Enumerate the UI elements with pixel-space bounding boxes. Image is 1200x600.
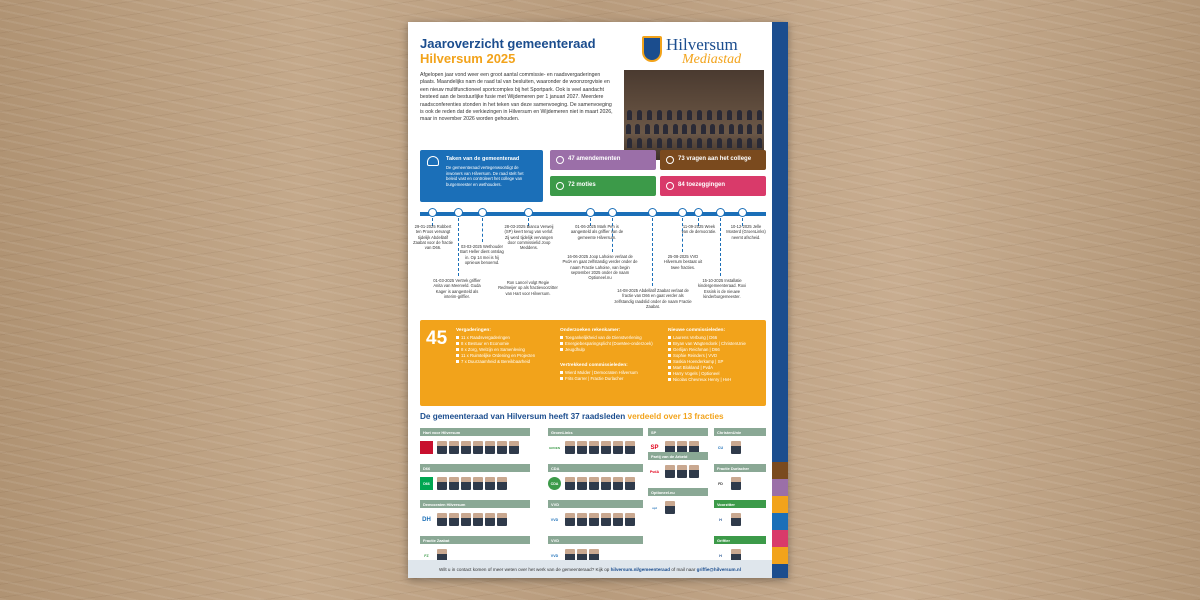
stat-toezeggingen: 84 toezeggingen xyxy=(660,176,766,196)
list-item: Frits Garrer | Fractie Durlacher xyxy=(560,376,660,382)
logo-line2: Mediastad xyxy=(682,52,742,67)
party-logo: GROEN xyxy=(548,445,560,450)
member-photo xyxy=(677,465,687,478)
hilversum-logo xyxy=(642,36,762,70)
party-header: VVD xyxy=(548,500,643,508)
member-photo xyxy=(577,477,587,490)
leaving-members-heading: Vertrekkend commissieleden: xyxy=(560,363,628,368)
list-item: Nicolas Chevreux Henry | HvH xyxy=(668,377,764,383)
party-logo: CDA xyxy=(548,477,561,490)
research-heading: Onderzoeken rekenkamer: xyxy=(560,328,621,333)
website-link[interactable]: hilversum.nl/gemeenteraad xyxy=(610,567,671,572)
timeline-dot xyxy=(524,208,533,217)
timeline-event: 15-10-2025 Installatie kindergemeenteraad. Roxi Essink is de nieuwe kinderburgemeester. xyxy=(697,278,746,299)
party-pvda xyxy=(648,452,708,478)
timeline-connector xyxy=(720,218,721,276)
party-d66 xyxy=(420,464,530,490)
member-photo xyxy=(589,513,599,526)
timeline-event: 25-08-2025 VVD Hilversum bestaat uit twee fracties. xyxy=(663,254,703,270)
amendment-icon xyxy=(556,156,564,164)
party-hart-voor-hilversum xyxy=(420,428,530,454)
party-logo: SP xyxy=(650,444,659,451)
member-photo xyxy=(613,477,623,490)
member-photo xyxy=(565,513,575,526)
member-photo xyxy=(437,477,447,490)
party-header: CDA xyxy=(548,464,643,472)
people-icon xyxy=(427,156,439,166)
motion-icon xyxy=(556,182,564,190)
party-optioneel xyxy=(648,488,708,514)
list-item: 7 x Duurzaamheid & Bereikbaarheid xyxy=(456,359,556,365)
member-photo xyxy=(461,477,471,490)
party-logo: D66 xyxy=(420,477,433,490)
party-logo: VVD xyxy=(550,517,559,522)
timeline-dot xyxy=(648,208,657,217)
timeline-dot xyxy=(454,208,463,217)
timeline-event: 14-08-2025 Abdellatif Zaabat verlaat de fractie van D66 en gaat verder als zelfstandig raadslid onder de naam Fractie Zaabat. xyxy=(614,288,692,309)
council-photo xyxy=(624,70,764,160)
member-photo xyxy=(437,513,447,526)
shield-icon xyxy=(642,36,662,62)
member-photo xyxy=(625,441,635,454)
sidebar-stripe-pink xyxy=(772,530,788,547)
member-photo xyxy=(731,477,741,490)
party-sp xyxy=(648,428,708,454)
party-logo: PvdA xyxy=(649,469,660,474)
party-christenunie xyxy=(714,428,766,454)
party-header: D66 xyxy=(420,464,530,472)
meetings-panel xyxy=(420,320,766,406)
timeline-dot xyxy=(586,208,595,217)
tasks-box xyxy=(420,150,543,202)
member-photo xyxy=(449,513,459,526)
timeline-dot xyxy=(716,208,725,217)
timeline-event: 28-03-2025 Bianca Verweij (SP) keert terug van verlof. Zij werd tijdelijk vervangen door commissielid Joop Meddens. xyxy=(504,224,554,251)
member-photo xyxy=(565,441,575,454)
party-header: SP xyxy=(648,428,708,436)
party-header: Voorzitter xyxy=(714,500,766,508)
logo-line1: Hilversum xyxy=(666,35,738,54)
member-photo xyxy=(731,513,741,526)
member-photo xyxy=(589,477,599,490)
meetings-column xyxy=(456,328,556,365)
member-photo xyxy=(577,513,587,526)
meetings-count: 45 xyxy=(426,328,448,349)
party-logo: VVD xyxy=(550,553,559,558)
member-photo xyxy=(509,441,519,454)
party-header: Fractie Durlacher xyxy=(714,464,766,472)
party-logo: FZ xyxy=(424,553,429,558)
party-header: GroenLinks xyxy=(548,428,643,436)
timeline-event: 29-01-2025 Robbert ten Proos vervangt tijdelijk Abdellatif Zaabat voor de fractie van D66. xyxy=(413,224,453,251)
list-item: Jeugdhulp xyxy=(560,347,660,353)
party-header: Fractie Zaabat xyxy=(420,536,530,544)
member-photo xyxy=(625,513,635,526)
members-headline-main: De gemeenteraad van Hilversum heeft 37 raadsleden xyxy=(420,412,626,421)
party-header: Hart voor Hilversum xyxy=(420,428,530,436)
list-item: 11 x Ruimtelijke Ordening en Projecten xyxy=(456,353,556,359)
party-header: VVD xyxy=(548,536,643,544)
list-item: 8 x Zorg, Welzijn en Samenleving xyxy=(456,347,556,353)
new-members-column xyxy=(668,328,764,383)
timeline-dot xyxy=(608,208,617,217)
new-members-heading: Nieuwe commissieleden: xyxy=(668,328,726,333)
tasks-text: De gemeenteraad vertegenwoordigt de inwoners van Hilversum. De raad stelt het beleid vast en controleert het college van burgemeester en wethouders. xyxy=(446,165,524,187)
timeline-event: 10-12-2025 Jelle Mosterd (GroenLinks) neemt afscheid. xyxy=(726,224,766,240)
list-item: Toegankelijkheid van de Dienstverlening xyxy=(560,335,660,341)
member-photo xyxy=(665,501,675,514)
promise-icon xyxy=(666,182,674,190)
intro-text: Afgelopen jaar vond weer een groot aantal commissie- en raadsvergaderingen plaats. Maandelijks nam de raad tal van besluiten, waaronder de woonzorgvisie en een nieuw multifunctioneel sportcomplex bij het Sportpark. Ook is veel aandacht besteed aan de bestuurlijke fusie met Wijdemeren per 1 januari 2027. Meerdere raadsconferenties stonden in het teken van deze samenvoeging. De samenvoeging is ook de reden dat de verkiezingen in Hilversum en Wijdemeren niet in maart 2026, maar in november 2026 worden gehouden. xyxy=(420,72,613,123)
party-logo xyxy=(420,441,433,454)
poster xyxy=(408,22,788,578)
page-title: Jaaroverzicht gemeenteraad xyxy=(420,36,596,51)
member-photo xyxy=(449,477,459,490)
party-header: Democraten Hilversum xyxy=(420,500,530,508)
meetings-heading: Vergaderingen: xyxy=(456,328,491,333)
timeline-dot xyxy=(478,208,487,217)
tasks-heading: Taken van de gemeenteraad xyxy=(446,156,520,162)
party-groenlinks xyxy=(548,428,643,454)
member-photo xyxy=(601,477,611,490)
member-photo xyxy=(613,441,623,454)
timeline-dot xyxy=(428,208,437,217)
member-photo xyxy=(665,465,675,478)
color-sidebar xyxy=(772,22,788,578)
member-photo xyxy=(461,441,471,454)
page-subtitle: Hilversum 2025 xyxy=(420,51,516,66)
sidebar-stripe-brown xyxy=(772,462,788,479)
contact-footer xyxy=(408,560,772,578)
timeline-event: 11-09-2025 Week van de democratie. xyxy=(681,224,717,235)
party-logo: FD xyxy=(718,481,723,486)
timeline-event: 16-06-2025 Joop Lahoise verlaat de PvdA en gaat zelfstandig verder onder de naam Fractie Lahoise, van begin september 2025 onder de naam Optioneel.nu xyxy=(562,254,638,281)
party-header: Partij van de Arbeid xyxy=(648,452,708,460)
party-fractie-durlacher xyxy=(714,464,766,490)
party-logo: DH xyxy=(422,516,431,523)
timeline-event: 03-03-2025 Wethouder Bart Heller dient ontslag in. Op 14 mei is hij opnieuw benoemd. xyxy=(460,244,504,265)
chairman xyxy=(714,500,766,526)
list-item: Sophie Reinders | VVD xyxy=(668,353,764,359)
stat-amendementen: 47 amendementen xyxy=(550,150,656,170)
list-item: Gerlijan Reichman | D66 xyxy=(668,347,764,353)
member-photo xyxy=(601,513,611,526)
party-fractie-zaabat xyxy=(420,536,530,562)
party-logo: H xyxy=(719,517,722,522)
sidebar-stripe-orange xyxy=(772,496,788,513)
footer-text: of mail naar xyxy=(671,567,696,572)
timeline-event: 01-03-2025 Vertrek griffier Anita van Meerveld. Guda Kager is aangesteld als interim-griffier. xyxy=(433,278,481,299)
members-headline xyxy=(420,412,766,421)
member-photo xyxy=(589,441,599,454)
member-photo xyxy=(625,477,635,490)
party-cda xyxy=(548,464,643,490)
member-photo xyxy=(485,441,495,454)
member-photo xyxy=(565,477,575,490)
email-link[interactable]: griffie@hilversum.nl xyxy=(696,567,741,572)
stat-vragen: 73 vragen aan het college xyxy=(660,150,766,170)
timeline-connector xyxy=(482,218,483,242)
party-logo: H xyxy=(719,553,722,558)
question-icon xyxy=(666,156,674,164)
list-item: Energiebesparingsplicht (DoeMee-onderzoek) xyxy=(560,341,660,347)
members-headline-suffix: verdeeld over 13 fracties xyxy=(627,412,724,421)
party-democraten-hilversum xyxy=(420,500,530,526)
party-vvd-1 xyxy=(548,500,643,526)
member-photo xyxy=(577,441,587,454)
member-photo xyxy=(461,513,471,526)
list-item: Harry Vogels | Optioneel xyxy=(668,371,764,377)
sidebar-stripe-yellow xyxy=(772,547,788,564)
member-photo xyxy=(497,441,507,454)
timeline-event: Ron Lancel volgt Regie Redmeijer op als fractievoorzitter van Hart voor Hilversum. xyxy=(498,280,558,296)
member-photo xyxy=(497,513,507,526)
stat-moties: 72 moties xyxy=(550,176,656,196)
member-photo xyxy=(473,477,483,490)
sidebar-stripe-blue xyxy=(772,513,788,530)
party-logo: CU xyxy=(717,445,724,450)
list-item: Saskia Hoenderkamp | SP xyxy=(668,359,764,365)
member-photo xyxy=(613,513,623,526)
member-photo xyxy=(497,477,507,490)
party-header: Griffier xyxy=(714,536,766,544)
party-header: Optioneel.nu xyxy=(648,488,708,496)
timeline-dot xyxy=(738,208,747,217)
poster-content xyxy=(408,22,772,578)
timeline-connector xyxy=(652,218,653,286)
list-item: 8 x Bestuur en Economie xyxy=(456,341,556,347)
member-photo xyxy=(437,441,447,454)
party-header: ChristenUnie xyxy=(714,428,766,436)
party-vvd-2 xyxy=(548,536,643,562)
list-item: 11 x Raadsvergaderingen xyxy=(456,335,556,341)
timeline-dot xyxy=(694,208,703,217)
timeline-dot xyxy=(678,208,687,217)
clerk xyxy=(714,536,766,562)
list-item: Bryan van Wagtendonk | ChristenUnie xyxy=(668,341,764,347)
member-photo xyxy=(731,441,741,454)
list-item: Wierd Mulder | Democraten Hilversum xyxy=(560,370,660,376)
member-photo xyxy=(449,441,459,454)
party-logo: opt xyxy=(652,505,657,510)
member-photo xyxy=(473,513,483,526)
member-photo xyxy=(689,465,699,478)
timeline-event: 01-06-2025 Mark Pen is aangesteld als griffier van de gemeente Hilversum. xyxy=(570,224,624,240)
member-photo xyxy=(601,441,611,454)
research-column xyxy=(560,328,660,382)
member-photo xyxy=(485,477,495,490)
member-photo xyxy=(485,513,495,526)
sidebar-stripe-purple xyxy=(772,479,788,496)
member-photo xyxy=(473,441,483,454)
list-item: Mart Blokland | PvdA xyxy=(668,365,764,371)
list-item: Laurens Verbung | D66 xyxy=(668,335,764,341)
footer-text: Wilt u in contact komen of meer weten over het werk van de gemeenteraad? Kijk op xyxy=(439,567,610,572)
timeline-connector xyxy=(458,218,459,276)
